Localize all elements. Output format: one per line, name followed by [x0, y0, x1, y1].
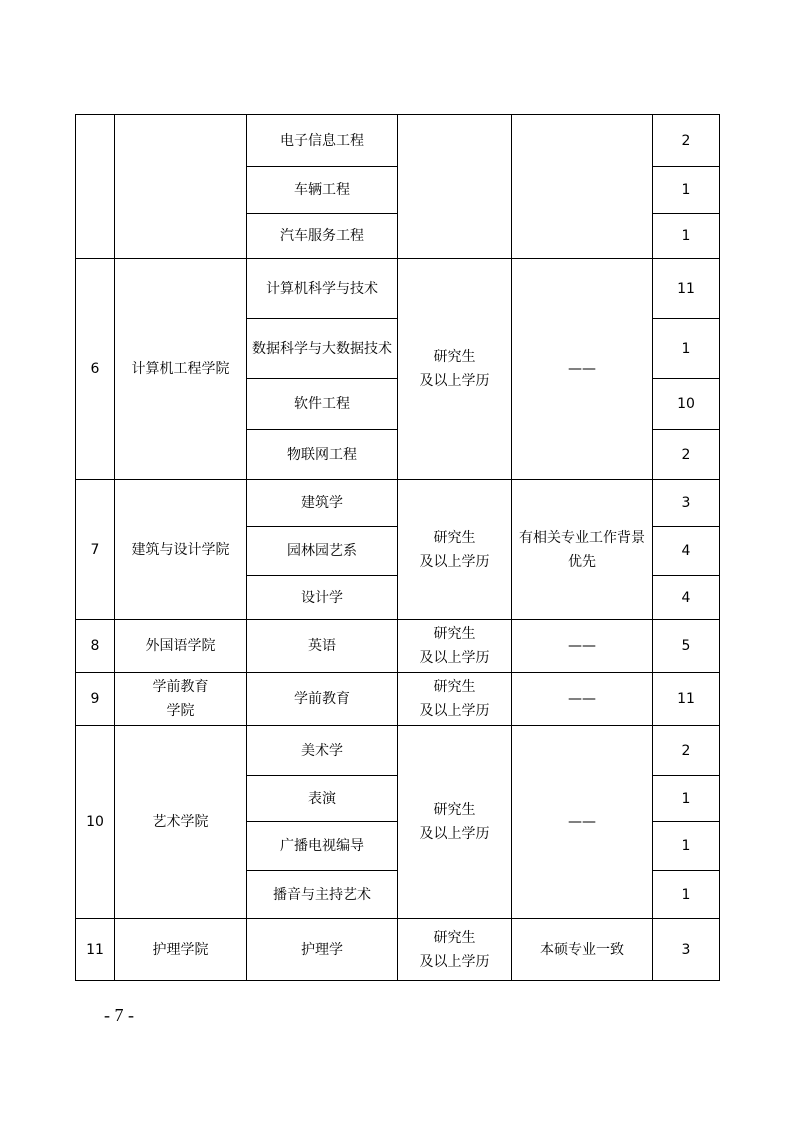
count-cell: 1	[653, 822, 720, 871]
count-cell: 1	[653, 167, 720, 214]
major-cell: 车辆工程	[247, 167, 398, 214]
major-cell: 英语	[247, 620, 398, 673]
count-cell: 5	[653, 620, 720, 673]
count-cell: 3	[653, 919, 720, 981]
count-cell: 11	[653, 259, 720, 319]
recruitment-table	[75, 114, 720, 981]
major-cell: 表演	[247, 776, 398, 822]
education-cell: 研究生 及以上学历	[398, 259, 512, 480]
requirement-cell: ——	[512, 673, 653, 726]
major-cell: 播音与主持艺术	[247, 871, 398, 919]
major-cell: 电子信息工程	[247, 115, 398, 167]
college-cell: 外国语学院	[115, 620, 247, 673]
page-number: - 7 -	[104, 1005, 134, 1025]
major-cell: 汽车服务工程	[247, 214, 398, 259]
education-cell	[398, 115, 512, 259]
education-cell: 研究生 及以上学历	[398, 919, 512, 981]
education-cell: 研究生 及以上学历	[398, 480, 512, 620]
count-cell: 2	[653, 726, 720, 776]
seq-cell: 11	[76, 919, 115, 981]
major-cell: 学前教育	[247, 673, 398, 726]
major-cell: 护理学	[247, 919, 398, 981]
major-cell: 广播电视编导	[247, 822, 398, 871]
major-cell: 数据科学与大数据技术	[247, 319, 398, 379]
count-cell: 4	[653, 527, 720, 576]
seq-cell	[76, 115, 115, 259]
count-cell: 10	[653, 379, 720, 430]
requirement-cell: ——	[512, 726, 653, 919]
count-cell: 1	[653, 319, 720, 379]
requirement-cell	[512, 115, 653, 259]
college-cell: 护理学院	[115, 919, 247, 981]
count-cell: 2	[653, 115, 720, 167]
count-cell: 1	[653, 214, 720, 259]
table-row	[76, 673, 720, 726]
count-cell: 3	[653, 480, 720, 527]
seq-cell: 8	[76, 620, 115, 673]
requirement-cell: 本硕专业一致	[512, 919, 653, 981]
education-cell: 研究生 及以上学历	[398, 620, 512, 673]
education-cell: 研究生 及以上学历	[398, 673, 512, 726]
seq-cell: 9	[76, 673, 115, 726]
major-cell: 设计学	[247, 576, 398, 620]
major-cell: 建筑学	[247, 480, 398, 527]
seq-cell: 7	[76, 480, 115, 620]
requirement-cell: ——	[512, 259, 653, 480]
requirement-cell: ——	[512, 620, 653, 673]
count-cell: 2	[653, 430, 720, 480]
requirement-cell: 有相关专业工作背景 优先	[512, 480, 653, 620]
education-cell: 研究生 及以上学历	[398, 726, 512, 919]
count-cell: 1	[653, 871, 720, 919]
table-row	[76, 115, 720, 167]
seq-cell: 6	[76, 259, 115, 480]
count-cell: 11	[653, 673, 720, 726]
college-cell: 艺术学院	[115, 726, 247, 919]
college-cell: 学前教育 学院	[115, 673, 247, 726]
table-row	[76, 620, 720, 673]
major-cell: 园林园艺系	[247, 527, 398, 576]
college-cell	[115, 115, 247, 259]
table-row	[76, 919, 720, 981]
table-row	[76, 259, 720, 319]
major-cell: 美术学	[247, 726, 398, 776]
college-cell: 计算机工程学院	[115, 259, 247, 480]
seq-cell: 10	[76, 726, 115, 919]
major-cell: 物联网工程	[247, 430, 398, 480]
table-row	[76, 480, 720, 527]
college-cell: 建筑与设计学院	[115, 480, 247, 620]
major-cell: 软件工程	[247, 379, 398, 430]
table-row	[76, 726, 720, 776]
count-cell: 4	[653, 576, 720, 620]
major-cell: 计算机科学与技术	[247, 259, 398, 319]
count-cell: 1	[653, 776, 720, 822]
